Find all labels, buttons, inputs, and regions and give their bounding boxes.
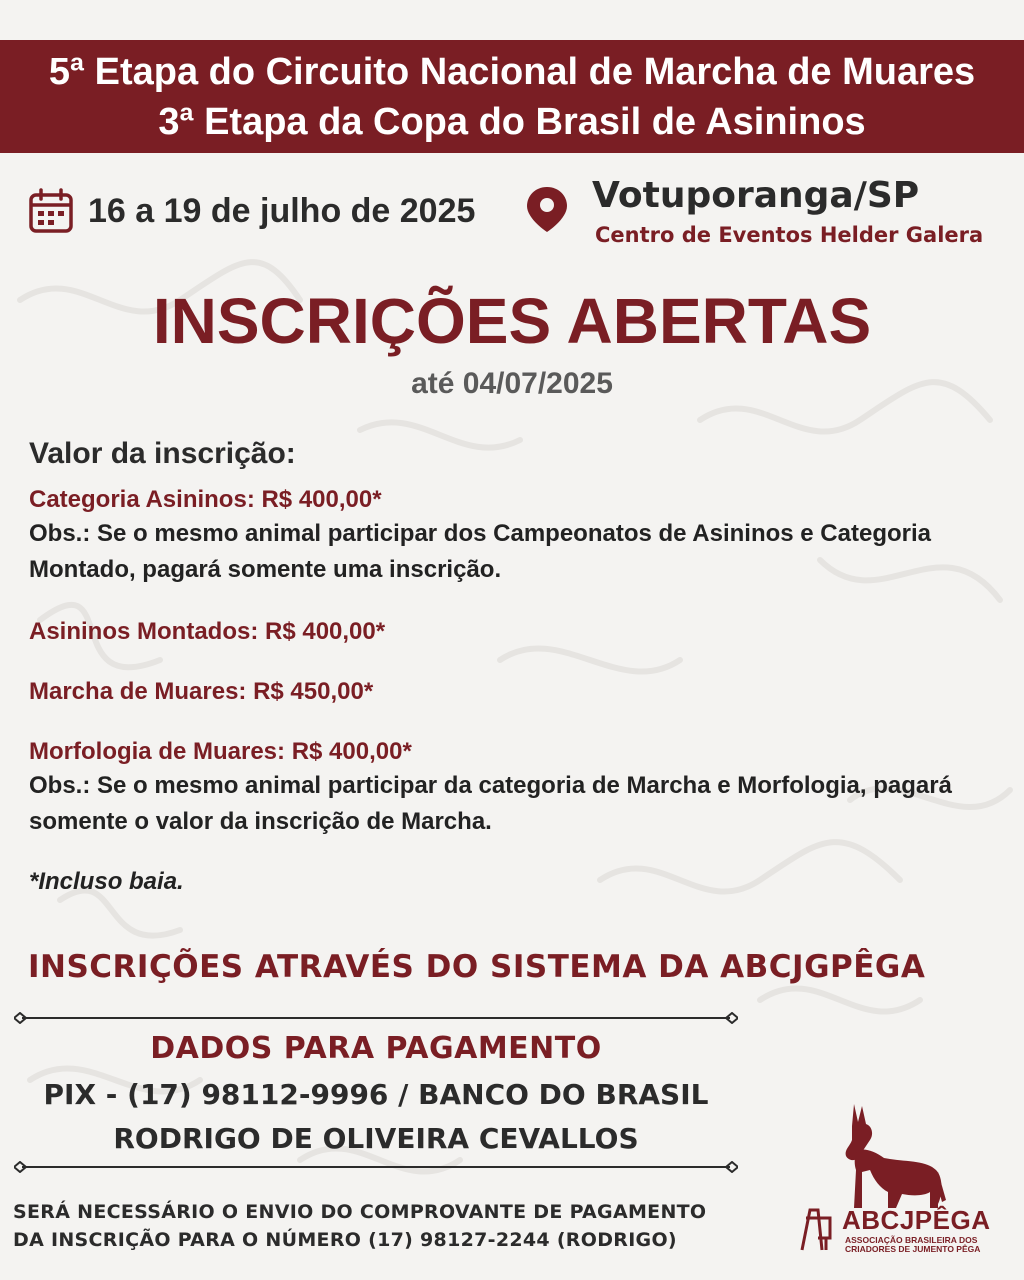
abcjpega-logo (796, 1100, 1008, 1260)
fees-label: Valor da inscrição: (29, 437, 296, 470)
fee-asininos: Categoria Asininos: R$ 400,00* (29, 486, 382, 513)
fee-asininos-obs: Obs.: Se o mesmo animal participar dos Campeonatos de Asininos e Categoria Montado, pagará somente uma inscrição. (29, 520, 932, 583)
divider-top (14, 1012, 738, 1024)
header-line-2: 3ª Etapa da Copa do Brasil de Asininos (158, 101, 866, 143)
footer-line-1: SERÁ NECESSÁRIO O ENVIO DO COMPROVANTE DE PAGAMENTO (13, 1201, 707, 1223)
footer-line-2: DA INSCRIÇÃO PARA O NÚMERO (17) 98127-2244 (RODRIGO) (13, 1229, 677, 1251)
header-line-1: 5ª Etapa do Circuito Nacional de Marcha de Muares (48, 51, 976, 93)
page-title: INSCRIÇÕES ABERTAS (152, 285, 872, 357)
location-pin-icon (522, 184, 572, 234)
registration-deadline: até 04/07/2025 (411, 367, 613, 400)
header-banner (0, 40, 1024, 153)
divider-bottom (14, 1161, 738, 1173)
event-city: Votuporanga/SP (592, 175, 920, 216)
event-venue: Centro de Eventos Helder Galera (595, 223, 984, 247)
fees-section (29, 434, 999, 898)
event-date: 16 a 19 de julho de 2025 (88, 191, 476, 230)
fee-morfologia: Morfologia de Muares: R$ 400,00* (29, 738, 412, 765)
fee-note: *Incluso baia. (29, 868, 184, 895)
logo-subtitle-line-1: ASSOCIAÇÃO BRASILEIRA DOS (845, 1235, 978, 1245)
registration-via: INSCRIÇÕES ATRAVÉS DO SISTEMA DA ABCJGPÊGA (28, 949, 926, 985)
footer-notice (13, 1198, 773, 1254)
payment-title: DADOS PARA PAGAMENTO (150, 1031, 602, 1066)
payment-pix: PIX - (17) 98112-9996 / BANCO DO BRASIL (43, 1078, 709, 1111)
fee-morfologia-obs: Obs.: Se o mesmo animal participar da categoria de Marcha e Morfologia, pagará somente o valor da inscrição de Marcha. (29, 772, 952, 835)
fee-marcha: Marcha de Muares: R$ 450,00* (29, 678, 374, 705)
event-date-row (28, 186, 475, 236)
logo-subtitle (845, 1236, 1005, 1254)
calendar-icon (28, 188, 74, 234)
fee-montados: Asininos Montados: R$ 400,00* (29, 618, 386, 645)
logo-name: ABCJPÊGA (842, 1205, 991, 1235)
logo-subtitle-line-2: CRIADORES DE JUMENTO PÊGA (845, 1244, 981, 1254)
payment-name: RODRIGO DE OLIVEIRA CEVALLOS (113, 1122, 639, 1155)
